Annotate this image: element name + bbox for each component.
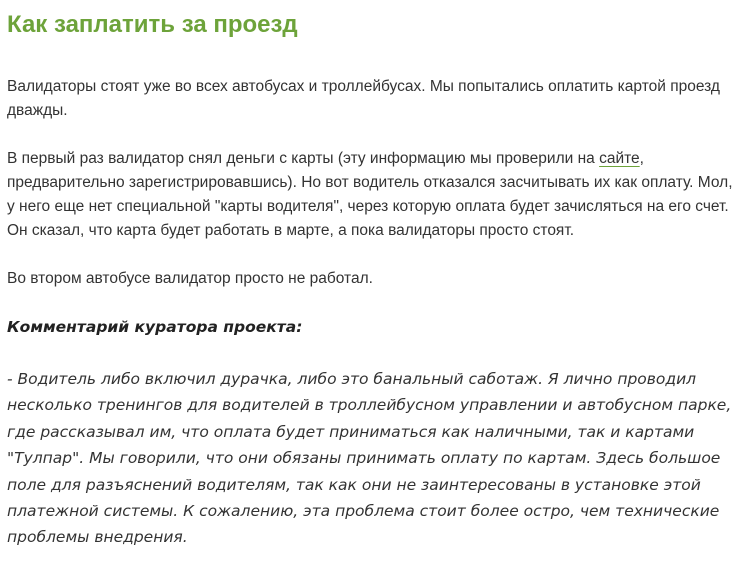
paragraph-first-attempt: [7, 147, 737, 243]
paragraph-validators: Валидаторы стоят уже во всех автобусах и троллейбусах. Мы попытались оплатить картой проезд дважды.: [7, 78, 720, 119]
paragraph-first-attempt-start: В первый раз валидатор снял деньги с карты (эту информацию мы проверили на: [7, 150, 600, 167]
article-title: Как заплатить за проезд: [7, 11, 298, 38]
paragraph-first-attempt-end: , предварительно зарегистрировавшись). Но вот водитель отказался засчитывать их как оплату. Мол, у него еще нет специальной "карты водителя", через которую оплата будет зачисляться на его счет. Он сказал, что карта будет работать в марте, а пока валидаторы просто стоят.: [7, 150, 733, 239]
site-link[interactable]: сайте: [599, 150, 640, 167]
curator-comment-body: - Водитель либо включил дурачка, либо это банальный саботаж. Я лично проводил несколько тренингов для водителей в троллейбусном управлении и автобусном парке, где рассказывал им, что оплата будет приниматься как наличными, так и картами "Тулпар". Мы говорили, что они обязаны принимать оплату по картам. Здесь большое поле для разъяснений водителям, так как они не заинтересованы в установке этой платежной системы. К сожалению, эта проблема стоит более остро, чем технические проблемы внедрения.: [7, 370, 732, 547]
curator-comment-heading: Комментарий куратора проекта:: [7, 318, 303, 336]
paragraph-second-attempt: Во втором автобусе валидатор просто не работал.: [7, 270, 373, 287]
